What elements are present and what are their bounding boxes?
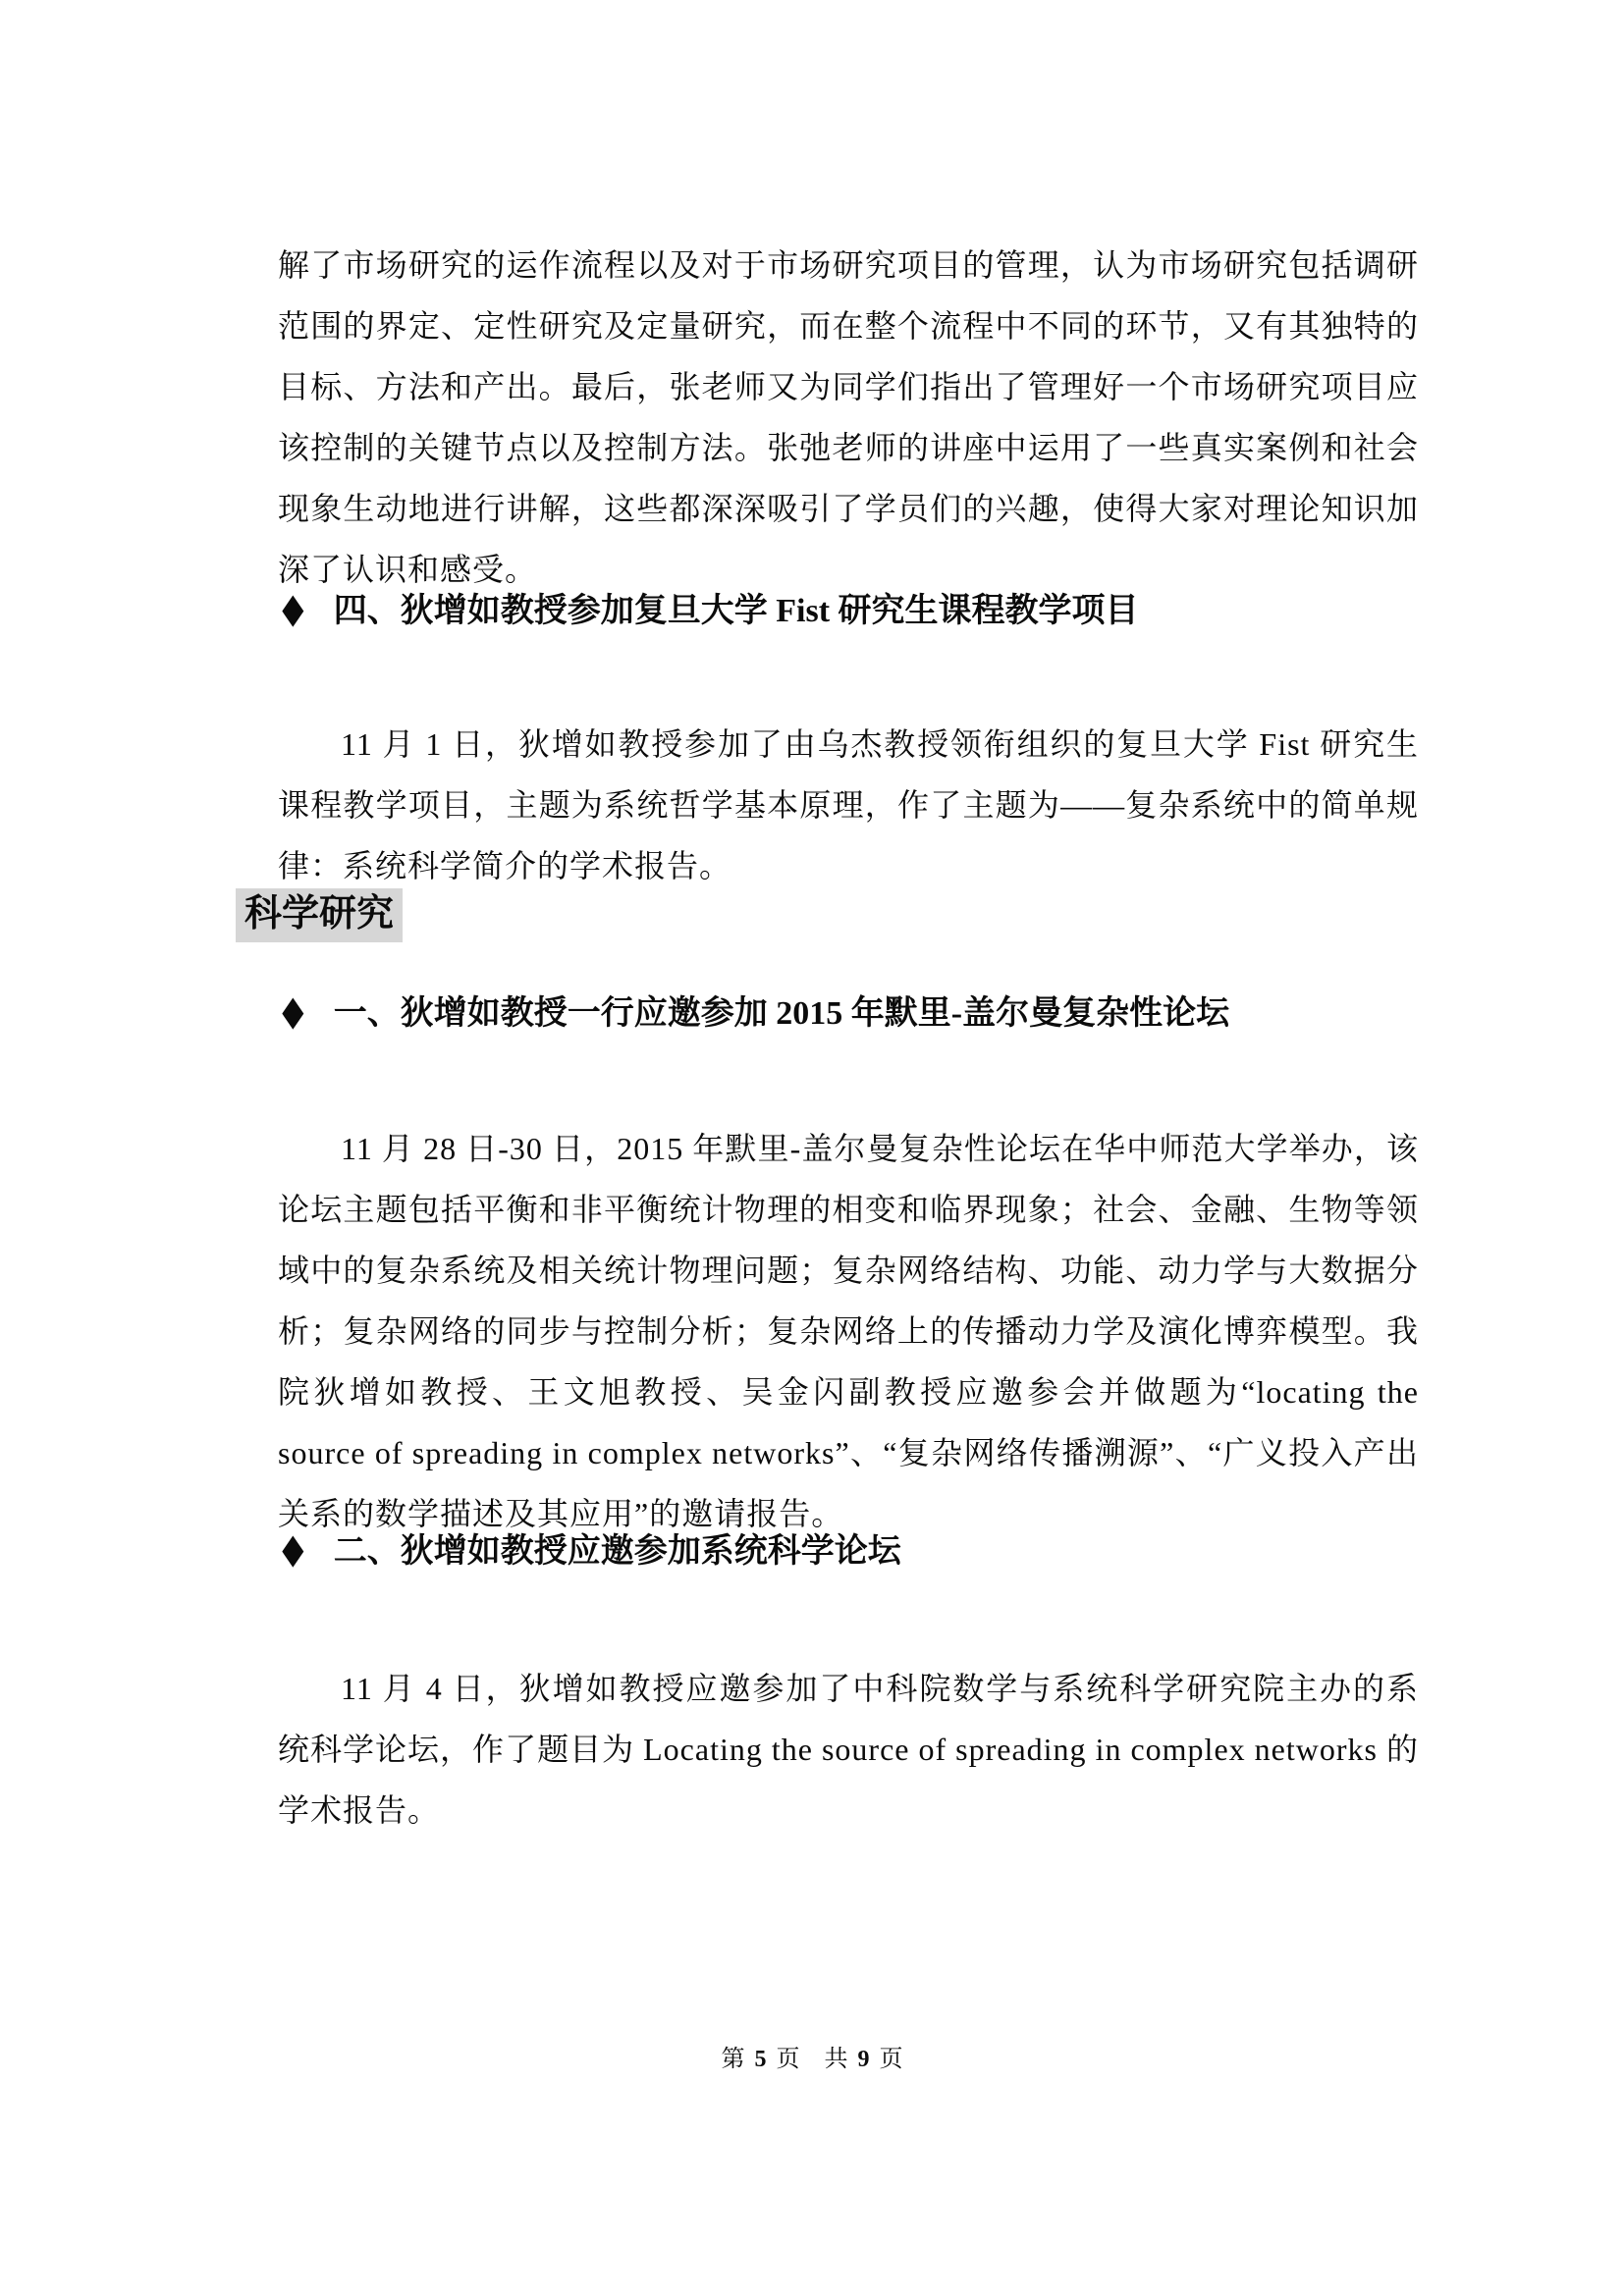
footer-page-prefix: 第 (721, 2047, 745, 2072)
paragraph-systems-science-forum: 11 月 4 日，狄增如教授应邀参加了中科院数学与系统科学研究院主办的系统科学论坛，作了题目为 Locating the source of spreading in complex networks 的学术报告。 (278, 1671, 1419, 1828)
heading-item-four (278, 584, 1419, 634)
diamond-bullet-icon: ◆ (282, 987, 304, 1035)
section-title-scientific-research: 科学研究 (236, 888, 403, 942)
diamond-bullet-icon: ◆ (282, 1524, 304, 1573)
heading-item-two (278, 1524, 1419, 1575)
footer-current-page-number: 5 (754, 2047, 767, 2072)
paragraph-gellmann-forum: 11 月 28 日-30 日，2015 年默里-盖尔曼复杂性论坛在华中师范大学举办，该论坛主题包括平衡和非平衡统计物理的相变和临界现象；社会、金融、生物等领域中的复杂系统及相关统计物理问题；复杂网络结构、功能、动力学与大数据分析；复杂网络的同步与控制分析；复杂网络上的传播动力学及演化博弈模型。我院狄增如教授、王文旭教授、吴金闪副教授应邀参会并做题为“locating the source of spreading in complex networks”、“复杂网络传播溯源”、“广义投入产出关系的数学描述及其应用”的邀请报告。 (278, 1131, 1419, 1531)
diamond-bullet-icon: ◆ (282, 584, 304, 632)
heading-item-four-label: 四、狄增如教授参加复旦大学 Fist 研究生课程教学项目 (333, 593, 1139, 629)
footer-total-prefix: 共 (824, 2047, 848, 2072)
heading-item-one (278, 987, 1419, 1037)
footer-total-suffix: 页 (879, 2047, 903, 2072)
footer-total-page-number: 9 (857, 2047, 870, 2072)
page-footer (0, 2044, 1624, 2075)
footer-page-suffix: 页 (776, 2047, 800, 2072)
heading-item-two-label: 二、狄增如教授应邀参加系统科学论坛 (333, 1533, 901, 1570)
heading-item-one-label: 一、狄增如教授一行应邀参加 2015 年默里-盖尔曼复杂性论坛 (333, 995, 1230, 1032)
paragraph-lecture-summary: 解了市场研究的运作流程以及对于市场研究项目的管理，认为市场研究包括调研范围的界定、定性研究及定量研究，而在整个流程中不同的环节，又有其独特的目标、方法和产出。最后，张老师又为同学们指出了管理好一个市场研究项目应该控制的关键节点以及控制方法。张弛老师的讲座中运用了一些真实案例和社会现象生动地进行讲解，这些都深深吸引了学员们的兴趣，使得大家对理论知识加深了认识和感受。 (278, 247, 1419, 587)
paragraph-fudan-fist: 11 月 1 日，狄增如教授参加了由乌杰教授领衔组织的复旦大学 Fist 研究生课程教学项目，主题为系统哲学基本原理，作了主题为——复杂系统中的简单规律：系统科学简介的学术报告。 (278, 726, 1419, 883)
